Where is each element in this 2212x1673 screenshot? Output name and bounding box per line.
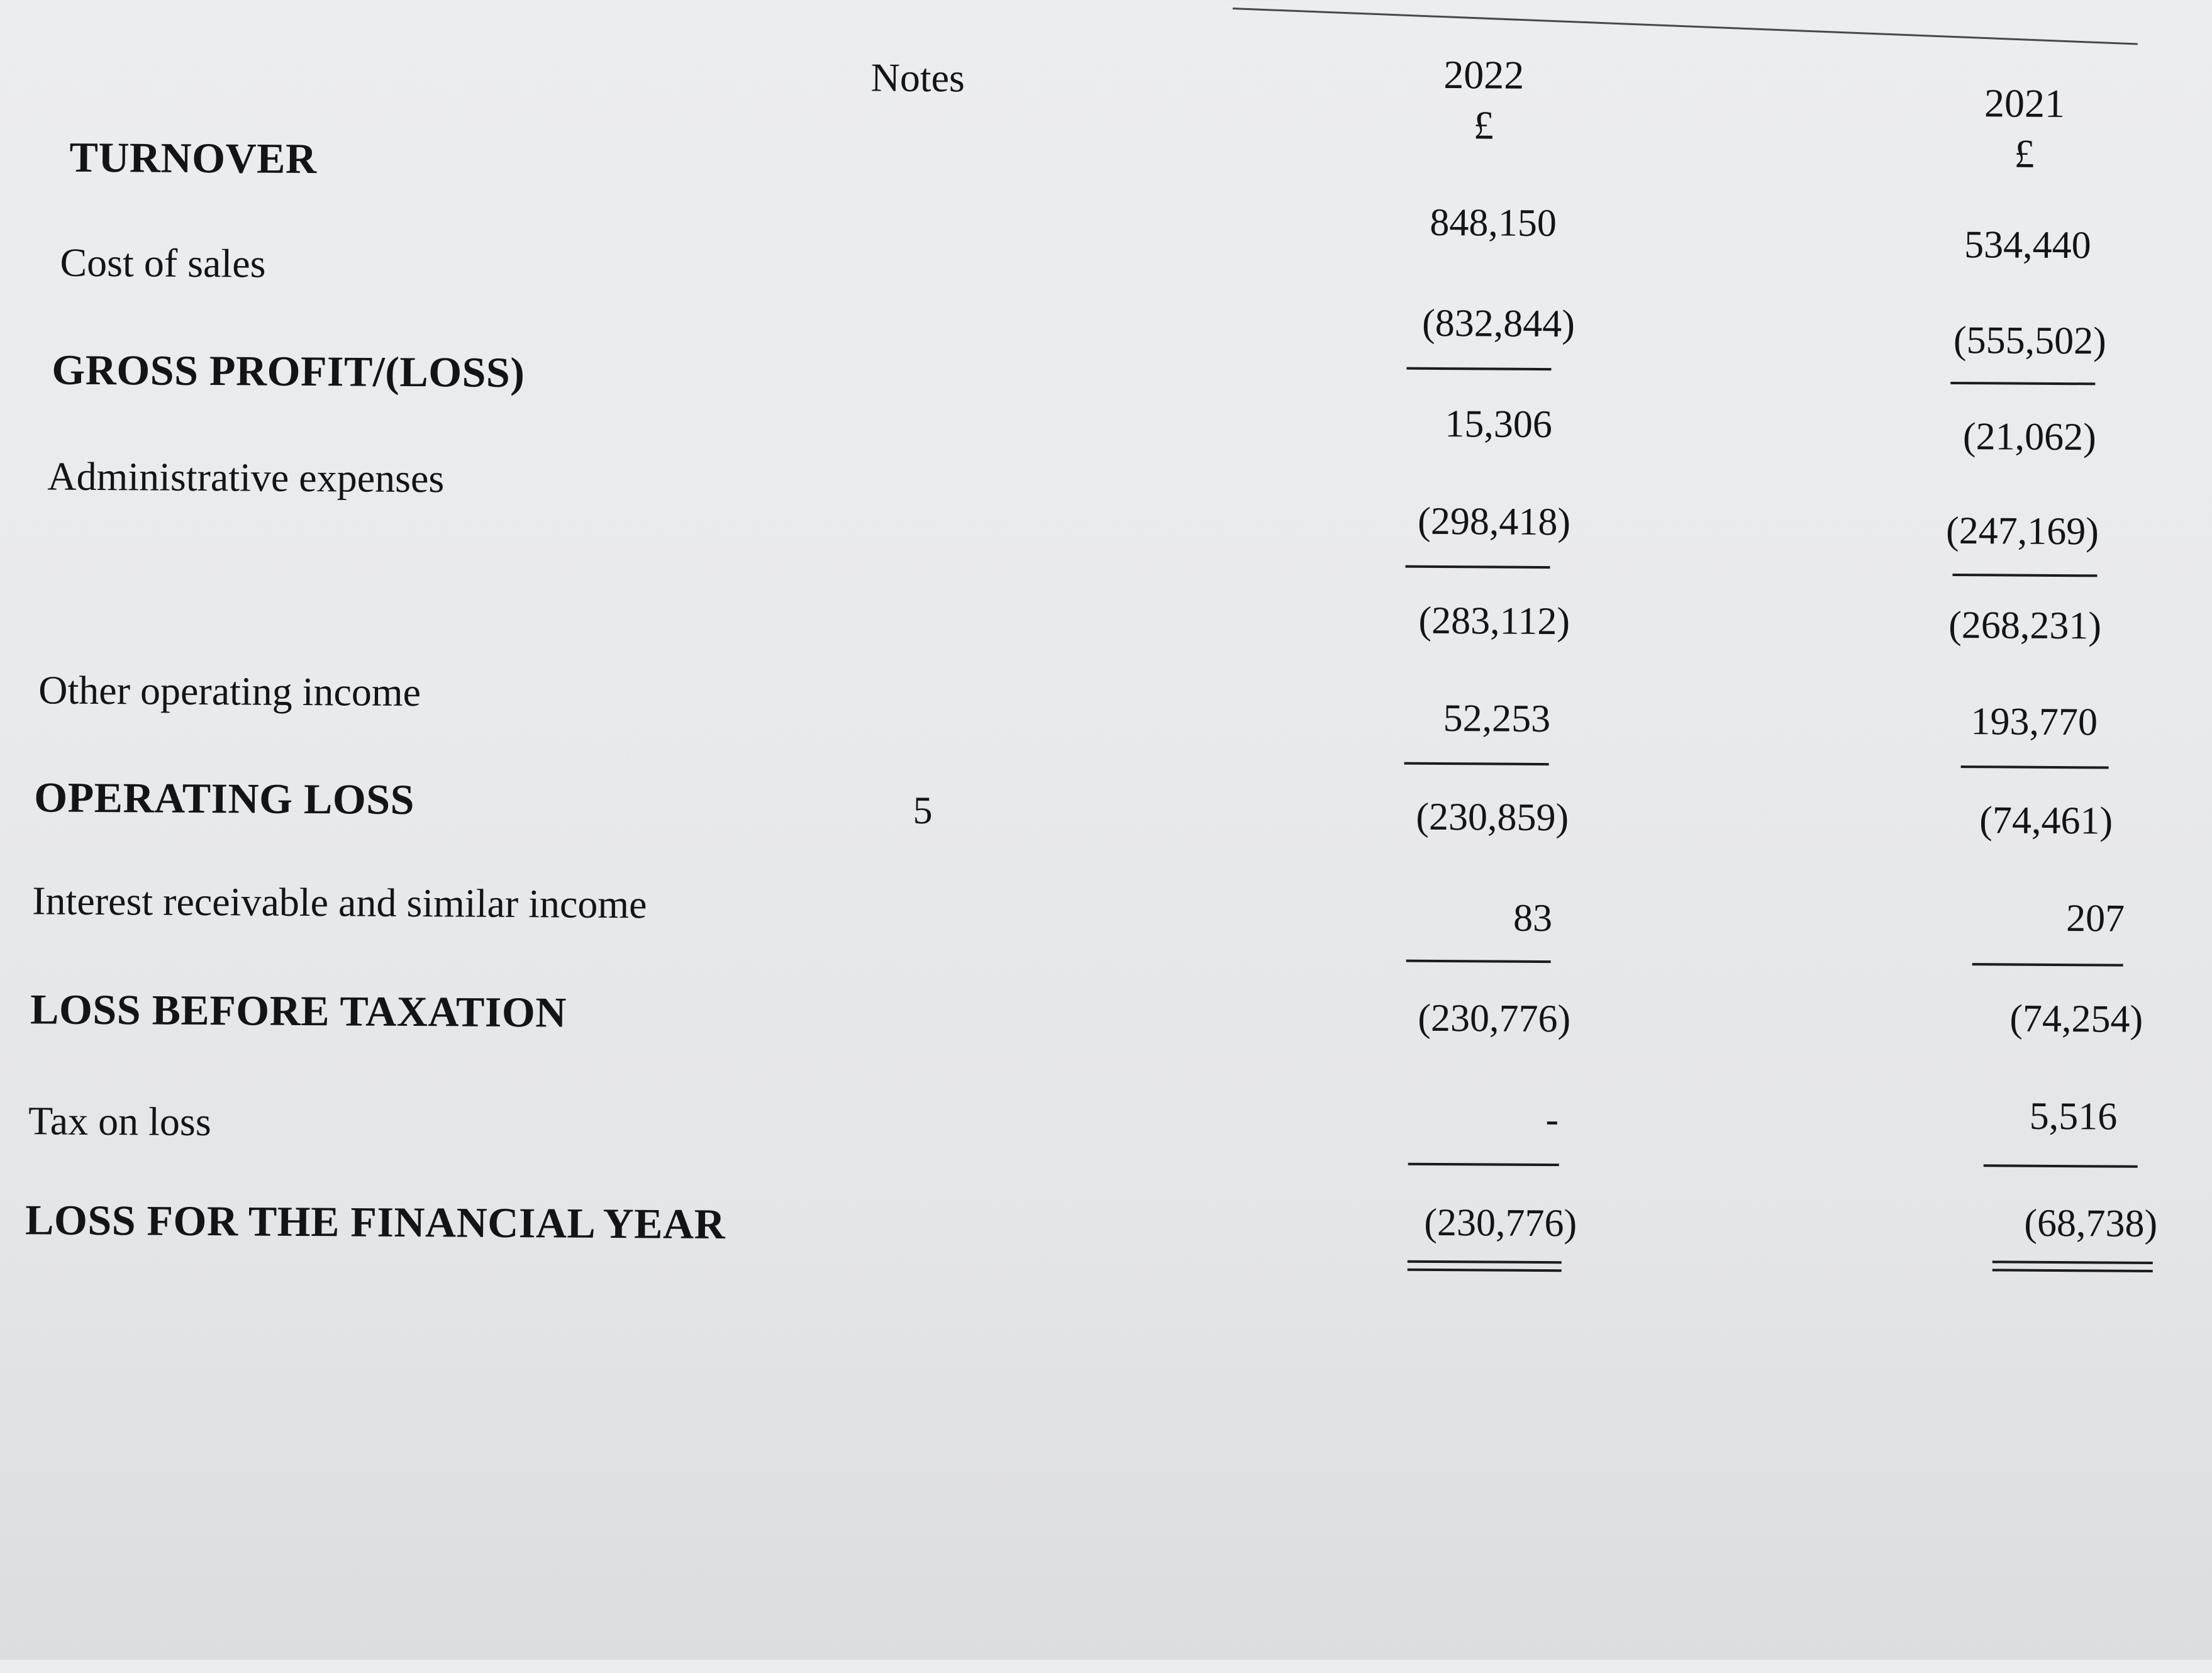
currency-2022-header: £ (1473, 103, 1494, 148)
operating-loss-2022-value: (230,859) (1416, 795, 1569, 840)
tax-on-loss-2021-value: 5,516 (2029, 1094, 2118, 1138)
tax-on-loss-2022-value: - (1545, 1098, 1559, 1142)
gross-profit-2021-value: (21,062) (1962, 415, 2097, 459)
currency-2021-header: £ (2014, 131, 2035, 176)
gross-profit-2022-value: 15,306 (1445, 403, 1553, 447)
loss-for-financial-year-label: LOSS FOR THE FINANCIAL YEAR (25, 1196, 726, 1248)
other-operating-income-2021-underline (1961, 765, 2109, 769)
turnover-label: TURNOVER (69, 133, 317, 183)
turnover-2022-value: 848,150 (1430, 201, 1557, 245)
interest-receivable-2022-value: 83 (1513, 896, 1553, 940)
year-2021-header: 2021 (1984, 81, 2065, 126)
administrative-expenses-2021-underline (1952, 574, 2097, 577)
interest-receivable-2021-value: 207 (2065, 897, 2125, 940)
loss-for-financial-year-2022-value: (230,776) (1424, 1201, 1577, 1245)
loss-before-taxation-2022-value: (230,776) (1418, 996, 1571, 1041)
cost-of-sales-2021-underline (1950, 382, 2095, 385)
loss-for-financial-year-2021-value: (68,738) (2024, 1201, 2158, 1245)
administrative-expenses-2021-value: (247,169) (1945, 509, 2099, 553)
cost-of-sales-2022-value: (832,844) (1421, 301, 1576, 346)
loss-before-taxation-2021-value: (74,254) (2009, 997, 2143, 1041)
administrative-expenses-2022-value: (298,418) (1417, 499, 1571, 544)
operating-loss-2021-value: (74,461) (1979, 799, 2113, 843)
loss-before-taxation-label: LOSS BEFORE TAXATION (30, 985, 567, 1037)
subtotal-2021-value: (268,231) (1948, 603, 2102, 648)
tax-on-loss-label: Tax on loss (28, 1098, 211, 1145)
interest-receivable-2022-underline (1406, 960, 1551, 963)
operating-loss-note: 5 (913, 789, 933, 833)
notes-column-header: Notes (870, 55, 965, 101)
administrative-expenses-label: Administrative expenses (47, 453, 445, 501)
gross-profit-label: GROSS PROFIT/(LOSS) (52, 345, 525, 397)
other-operating-income-2021-value: 193,770 (1970, 700, 2098, 744)
loss-for-financial-year-2022-double-underline (1408, 1260, 1562, 1272)
tax-on-loss-2021-underline (1984, 1164, 2138, 1167)
tax-on-loss-2022-underline (1408, 1163, 1559, 1166)
cost-of-sales-label: Cost of sales (60, 240, 266, 286)
interest-receivable-2021-underline (1972, 963, 2123, 966)
cost-of-sales-2022-underline (1406, 367, 1551, 370)
loss-for-financial-year-2021-double-underline (1992, 1260, 2153, 1272)
other-operating-income-label: Other operating income (38, 667, 421, 715)
turnover-2021-value: 534,440 (1964, 223, 2091, 267)
subtotal-2022-value: (283,112) (1418, 599, 1570, 643)
cost-of-sales-2021-value: (555,502) (1953, 318, 2106, 363)
administrative-expenses-2022-underline (1406, 565, 1550, 569)
year-2022-header: 2022 (1443, 52, 1525, 97)
operating-loss-label: OPERATING LOSS (34, 773, 415, 824)
other-operating-income-2022-underline (1404, 762, 1549, 765)
page-edge-line (1233, 8, 2138, 45)
interest-receivable-label: Interest receivable and similar income (32, 878, 647, 927)
other-operating-income-2022-value: 52,253 (1443, 697, 1551, 741)
